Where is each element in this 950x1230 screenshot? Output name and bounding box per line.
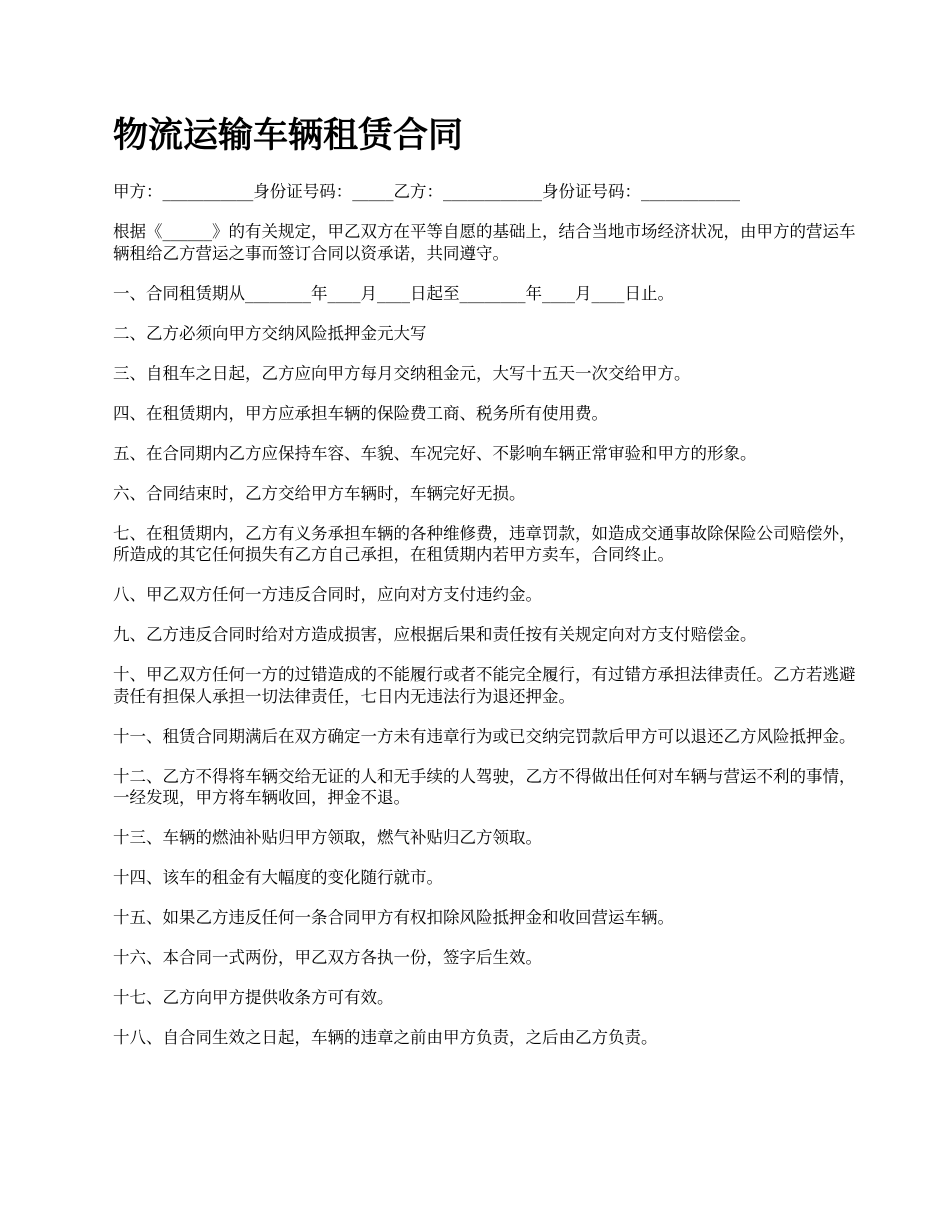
clause-9: 九、乙方违反合同时给对方造成损害，应根据后果和责任按有关规定向对方支付赔偿金。: [113, 625, 757, 644]
clause-14: 十四、该车的租金有大幅度的变化随行就市。: [113, 868, 443, 887]
clause-12: 十二、乙方不得将车辆交给无证的人和无手续的人驾驶，乙方不得做出任何对车辆与营运不利的事情，一经发现，甲方将车辆收回，押金不退。: [113, 766, 856, 807]
clause-4: 四、在租赁期内，甲方应承担车辆的保险费工商、税务所有使用费。: [113, 403, 608, 423]
contract-page: [113, 112, 858, 1067]
clause-17: 十七、乙方向甲方提供收条方可有效。: [113, 988, 394, 1007]
clause-5: 五、在合同期内乙方应保持车容、车貌、车况完好、不影响车辆正常审验和甲方的形象。: [113, 443, 757, 463]
document-title: 物流运输车辆租赁合同: [113, 115, 464, 156]
clause-6: 六、合同结束时，乙方交给甲方车辆时，车辆完好无损。: [113, 483, 526, 503]
clause-11: 十一、租赁合同期满后在双方确定一方未有违章行为或已交纳完罚款后甲方可以退还乙方风险抵押金。: [113, 726, 856, 746]
clause-10: 十、甲乙双方任何一方的过错造成的不能履行或者不能完全履行，有过错方承担法律责任。乙方若逃避责任有担保人承担一切法律责任，七日内无违法行为退还押金。: [113, 665, 856, 706]
intro-paragraph: 根据《______》的有关规定，甲乙双方在平等自愿的基础上，结合当地市场经济状况，由甲方的营运车辆租给乙方营运之事而签订合同以资承诺，共同遵守。: [113, 222, 856, 263]
clause-13: 十三、车辆的燃油补贴归甲方领取，燃气补贴归乙方领取。: [113, 828, 542, 847]
clause-16: 十六、本合同一式两份，甲乙双方各执一份，签字后生效。: [113, 948, 542, 967]
clause-3: 三、自租车之日起，乙方应向甲方每月交纳租金元，大写十五天一次交给甲方。: [113, 363, 691, 383]
parties-line: 甲方：___________身份证号码：_____乙方：____________身份证号码：____________: [113, 182, 740, 201]
clause-1: 一、合同租赁期从________年____月____日起至________年____月____日止。: [113, 283, 674, 303]
clause-18: 十八、自合同生效之日起，车辆的违章之前由甲方负责，之后由乙方负责。: [113, 1028, 658, 1047]
clause-7: 七、在租赁期内，乙方有义务承担车辆的各种维修费，违章罚款，如造成交通事故除保险公司赔偿外，所造成的其它任何损失有乙方自己承担，在租赁期内若甲方卖车，合同终止。: [113, 523, 856, 564]
clause-15: 十五、如果乙方违反任何一条合同甲方有权扣除风险抵押金和收回营运车辆。: [113, 908, 674, 927]
clause-2: 二、乙方必须向甲方交纳风险抵押金元大写: [113, 323, 427, 343]
clause-8: 八、甲乙双方任何一方违反合同时，应向对方支付违约金。: [113, 585, 542, 604]
